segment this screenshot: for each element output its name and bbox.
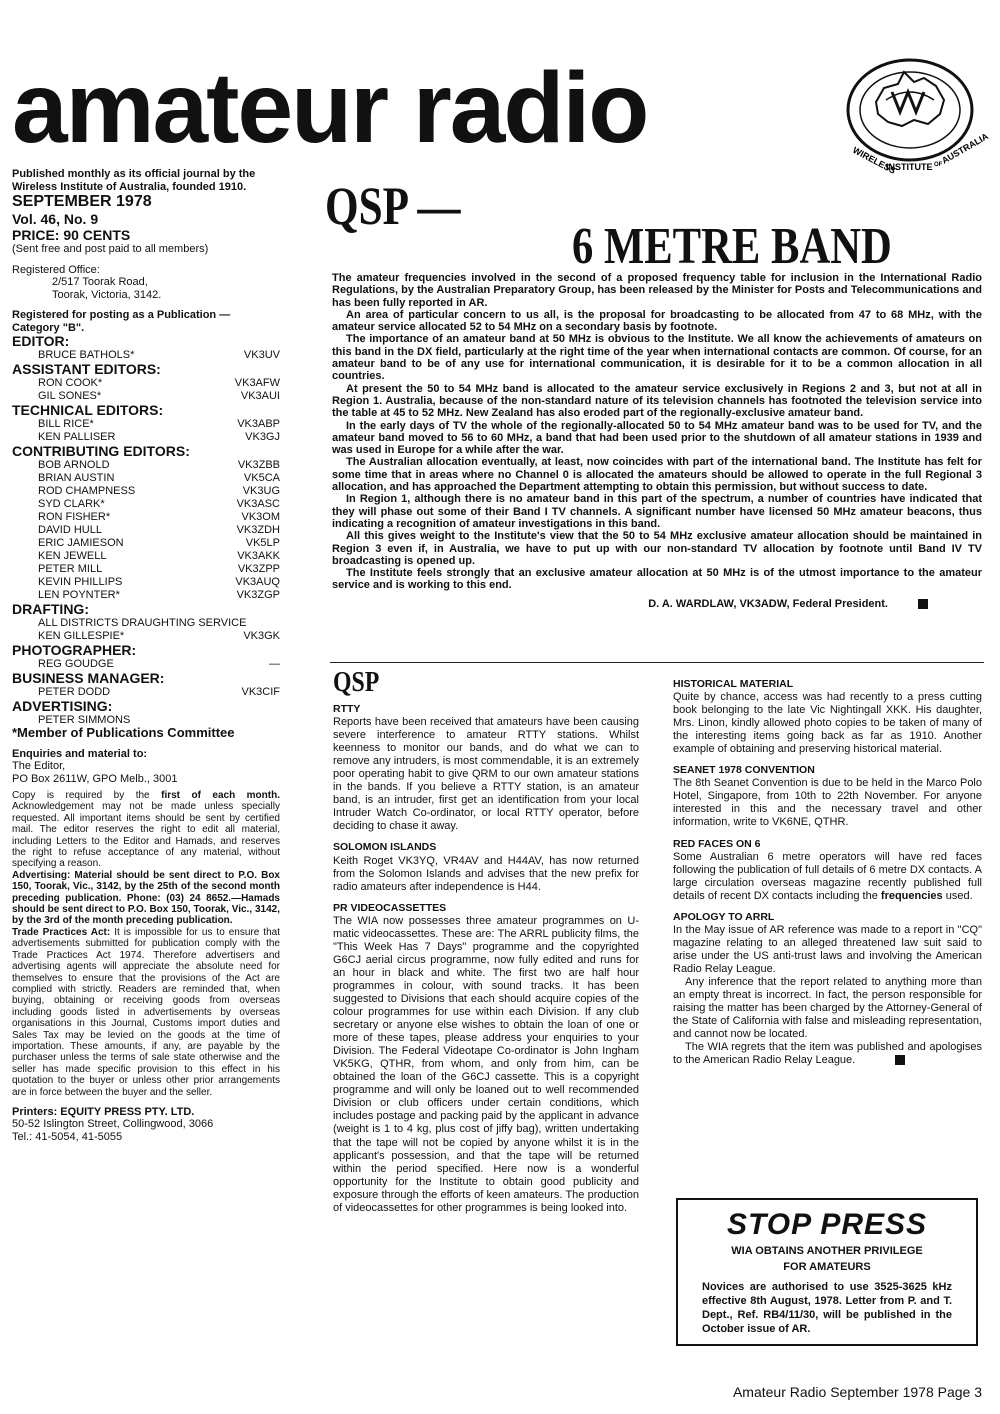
news-column [673, 678, 982, 1067]
staff-call: VK3ZBB [237, 459, 280, 471]
issue-date: SEPTEMBER 1978 [12, 193, 152, 210]
publication-blurb: Published monthly as its official journal by the Wireless Institute of Australia, founded 1910. [12, 168, 256, 193]
advertising-label: ADVERTISING: [12, 698, 113, 714]
staff-name: REG GOUDGE [38, 658, 114, 670]
copy-notice [12, 790, 280, 870]
seanet-text: The 8th Seanet Convention is due to be held in the Marco Polo Hotel, Singapore, from 10th to 22th November. For anyone interested in this and the necessary travel and other information, write to VK6NE, QTHR. [673, 777, 982, 829]
apology-text: The WIA regrets that the item was published and apologises to the American Radio Relay League. [673, 1041, 982, 1067]
apology-paragraph: In the May issue of AR reference was made to a report in "CQ" magazine relating to an alleged threatened law suit said to arise under the US anti-trust laws and involving the American Radio Relay League. [673, 923, 982, 975]
staff-call: VK3AUI [240, 390, 280, 402]
printers-address: 50-52 Islington Street, Collingwood, 3066 [12, 1118, 214, 1131]
apology-heading: APOLOGY TO ARRL [673, 910, 775, 923]
enquiries-label: Enquiries and material to: [12, 747, 148, 760]
staff-row [12, 550, 280, 563]
volume-number: Vol. 46, No. 9 [12, 211, 99, 227]
editorial-body [332, 272, 982, 610]
staff-call: VK3ASC [236, 498, 280, 510]
staff-name: ERIC JAMIESON [38, 537, 124, 549]
editorial-paragraph: The Institute feels strongly that an exclusive amateur allocation at 50 MHz is of the utmost importance to the amateur service and is working to this end. [332, 567, 982, 592]
staff-name: GIL SONES* [38, 390, 102, 402]
adv-text: Material should be sent direct to P.O. Box 150, Toorak, Vic., 3142, by the 25th of the second month preceding publication. Phone: (03) 24 8652.—Hamads should be sent direct to P.O. Box 150, Toorak, Vic., 3142, by the 3rd of the month preceding publication. [12, 869, 280, 927]
staff-call: VK3ZDH [236, 524, 280, 536]
logo-text-top: WIRELESS [851, 144, 898, 176]
historical-text: Quite by chance, access was had recently to a press cutting book belonging to the late Vic Nightingall XKK. His daughter, Mrs. Linon, kindly allowed photo copies to be taken of many of the interesting items going back as far as 1910. Another example of obtaining and preserving historical material. [673, 691, 982, 756]
apology-paragraph [673, 1041, 982, 1067]
staff-name: RON COOK* [38, 377, 103, 389]
staff-name: BRIAN AUSTIN [38, 472, 115, 484]
editor-address-line2: PO Box 2611W, GPO Melb., 3001 [12, 772, 178, 785]
editorial-paragraph: The amateur frequencies involved in the second of a proposed frequency table for inclusion in the International Radio Regulations, by the Australian Preparatory Group, has been released by the Minister for Posts and Telecommunications and has been fully reported in AR. [332, 272, 982, 309]
member-note: *Member of Publications Committee [12, 725, 235, 740]
adv-label: Advertising: [12, 869, 71, 881]
staff-call: VK3ZGP [236, 589, 280, 601]
staff-call: VK3GJ [245, 431, 280, 443]
editorial-paragraph: An area of particular concern to us all, is the proposal for broadcasting to be allocated from 47 to 68 MHz, with the amateur service allocated 52 to 54 MHz on a secondary basis by footnote. [332, 308, 982, 334]
staff-call: VK5CA [243, 472, 280, 484]
staff-name: KEN PALLISER [38, 431, 116, 443]
staff-name: DAVID HULL [38, 524, 102, 536]
staff-call: VK3AKK [237, 550, 280, 562]
end-mark-icon [895, 1055, 905, 1065]
staff-row [12, 472, 280, 485]
staff-row [12, 576, 280, 589]
staff-call: — [269, 658, 280, 670]
contributing-label: CONTRIBUTING EDITORS: [12, 443, 190, 459]
staff-row [12, 511, 280, 524]
stop-press-subtitle-1: WIA OBTAINS ANOTHER PRIVILEGE [731, 1245, 923, 1257]
technical-label: TECHNICAL EDITORS: [12, 402, 164, 418]
videocassettes-heading: PR VIDEOCASSETTES [333, 901, 447, 914]
logo-text-of: OF [934, 162, 943, 168]
staff-row [12, 498, 280, 511]
editorial-title-qsp: QSP — [325, 176, 461, 236]
signature-text: D. A. WARDLAW, VK3ADW, Federal President. [648, 597, 888, 610]
editorial-paragraph: At present the 50 to 54 MHz band is allocated to the amateur service exclusively in Regions 2 and 3, but not at all in Region 1. Australia, because of the non-standard nature of its television channels has footnoted the television service into the table at 45 to 52 MHz. New Zealand has also eroded part of the regionally-exclusive amateur band. [332, 382, 982, 420]
business-label: BUSINESS MANAGER: [12, 670, 165, 686]
staff-call: VK3OM [241, 511, 280, 523]
red-text-c: used. [942, 889, 973, 902]
staff-row [12, 617, 280, 630]
trade-practices-notice [12, 927, 280, 1098]
staff-row [12, 563, 280, 576]
tpa-text: It is impossible for us to ensure that advertisements submitted for publication comply with the Trade Practices Act 1974. Therefore advertisers and advertising agents will appreciate the absolute need for themselves to ensure that the provisions of the Act are complied with strictly. Readers are reminded that, when buying, obtaining or receiving goods from overseas including goods listed in advertisements by overseas organisations in this Journal, Customs import duties and Sales Tax may be levied on the goods at the time of importation. These amounts, if any, are payable by the purchaser unless the terms of sale state otherwise and the seller has made specific provision to this effect in his quotation to the buyer or unless other prior arrangements are in force between the buyer and the seller. [12, 926, 280, 1098]
seanet-heading: SEANET 1978 CONVENTION [673, 764, 815, 777]
masthead-title: amateur radio [12, 52, 648, 164]
editorial-paragraph: All this gives weight to the Institute's view that the 50 to 54 MHz exclusive amateur allocation should be maintained in Region 3 even if, in Australia, we have to put up with our non-standard TV allocation by footnote until Band IV TV broadcasting is opened up. [332, 530, 982, 567]
editorial-paragraph: The Australian allocation eventually, at least, now coincides with part of the international band. The Institute has felt for some time that in areas where no Channel 0 is allocated the amateurs should be allowed to operate in the full Regional 3 allocation, and has approached the Department attempting to obtain this permission, but without success to date. [332, 456, 982, 494]
editor-address-line1: The Editor, [12, 760, 66, 772]
staff-row [12, 377, 280, 390]
staff-call: VK3GK [243, 630, 280, 642]
tpa-label: Trade Practices Act: [12, 926, 111, 938]
staff-name: RON FISHER* [38, 511, 111, 523]
staff-name: KEN JEWELL [38, 550, 107, 562]
staff-row [12, 524, 280, 537]
wia-logo [840, 48, 991, 178]
masthead-column [12, 168, 280, 1143]
drafting-service: ALL DISTRICTS DRAUGHTING SERVICE [38, 617, 247, 629]
editorial-paragraph: In the early days of TV the whole of the regionally-allocated 50 to 54 MHz amateur band was to be used for TV, and the amateur band moved to 56 to 60 MHz, a band that had been used prior to the shutdown of all amateur stations in 1939 and was used in Europe for a while after the war. [332, 419, 982, 457]
copy-text-a: Copy is required by the [12, 790, 162, 801]
qsp-title: QSP [333, 667, 380, 698]
stop-press-body: Novices are authorised to use 3525-3625 kHz effective 8th August, 1978. Letter from P. and T. Dept., Ref. RB4/11/30, will be published in the October issue of AR. [702, 1281, 952, 1335]
staff-name: PETER DODD [38, 686, 111, 698]
rtty-heading: RTTY [333, 703, 361, 715]
copy-text-c: Acknowledgement may not be made unless specially requested. All important items should be sent by certified mail. The editor reserves the right to edit all material, including Letters to the Editor and Hamads, and reserves the right to refuse acceptance of any material, without specifying a reason. [12, 801, 280, 870]
staff-call: VK3ZPP [237, 563, 280, 575]
staff-name: KEVIN PHILLIPS [38, 576, 123, 588]
staff-name: PETER MILL [38, 563, 103, 575]
red-text-b: frequencies [880, 889, 943, 902]
stop-press-box [676, 1198, 978, 1346]
end-mark-icon [918, 599, 928, 609]
editorial-title-band: 6 METRE BAND [572, 218, 892, 275]
staff-call: VK3CIF [241, 686, 280, 698]
editorial-paragraph: The importance of an amateur band at 50 MHz is obvious to the Institute. We all know the achievements of amateurs on this band in the DX field, particularly at the right time of the year when international contacts are common. Of course, for an amateur band to be of any use for international communication, it is desirable for it to be a common allocation in all countries. [332, 333, 982, 383]
section-divider [330, 662, 984, 663]
staff-call: VK3UV [243, 349, 280, 361]
office-line2: Toorak, Victoria, 3142. [52, 288, 162, 301]
rtty-text: Reports have been received that amateurs have been causing severe interference to amateur RTTY stations. Whilst keenness to monitor our bands, and do what we can to remove any intruders, is most commendable, it is an extremely poor operating habit to give QRM to our own amateur stations in the bands. If you believe a RTTY station, is an amateur band, is an intruder, first get an identification from your local Intruder Watch Co-ordinator, or local RTTY operator, before deciding to chase it away. [333, 716, 639, 833]
staff-call: VK3ABP [237, 418, 280, 430]
staff-row [12, 485, 280, 498]
staff-name: KEN GILLESPIE* [38, 630, 125, 642]
stop-press-subtitle-2: FOR AMATEURS [783, 1261, 871, 1273]
page-footer: Amateur Radio September 1978 Page 3 [732, 1384, 982, 1400]
staff-row [12, 459, 280, 472]
drafting-label: DRAFTING: [12, 601, 89, 617]
videocassettes-text: The WIA now possesses three amateur programmes on U-matic videocassettes. These are: The ARRL publicity films, the "This Week Has 7 Days" programme and the copyrighted G6CJ aerial circus programme, now fully edited and runs for an hour in black and white. The first two are half hour programmes in colour, with sound tracks. It has been suggested to Divisions that each should acquire copies of the colour programmes for use within each Division. If any club secretary or anyone else wishes to obtain the loan of one or more of these tapes, please address your enquiries to your Division. The Federal Videotape Co-ordinator is John Ingham VK5KG, QTHR, from whom, and only from him, can be obtained the loan of the G6CJ cassette. This is a copyright programme and will only be loaned out to well recommended Division or club officers under certain conditions, which includes postage and packing paid by the applicant in advance (weight is 1 to 4 kg, plus cost of jiffy bag), written undertaking that the tape will not be copied by anyone whilst it is in the applicant's possession, and that the tape will be returned within the period specified. Here now is a wonderful opportunity for the Institute to obtain good publicity and exposure through the efforts of keen amateurs. The production of videocassettes for other programmes is being looked into. [333, 914, 639, 1214]
historical-heading: HISTORICAL MATERIAL [673, 678, 794, 690]
staff-call: VK3UG [242, 485, 280, 497]
staff-call: VK5LP [245, 537, 280, 549]
editor-label: EDITOR: [12, 333, 70, 349]
staff-row [12, 537, 280, 550]
apology-paragraph: Any inference that the report related to anything more than an empty threat is incorrect. In fact, the person responsible for raising the matter has been charged by the Attorney-General of the State of California with false and misleading representation, and cannot now be located. [673, 975, 982, 1041]
staff-call: VK3AUQ [235, 576, 280, 588]
photographer-label: PHOTOGRAPHER: [12, 642, 137, 658]
office-label: Registered Office: [12, 263, 100, 276]
stop-press-title: STOP PRESS [726, 1208, 928, 1241]
staff-name: BILL RICE* [38, 418, 94, 430]
staff-call: VK3AFW [234, 377, 280, 389]
editorial-paragraph: In Region 1, although there is no amateur band in this part of the spectrum, a number of countries have indicated that they will phase out some of their Band I TV channels. A significant number have licensed 50 MHz amateur beacons, thus indicating a recognition of amateur investigations in this band. [332, 493, 982, 530]
staff-name: ROD CHAMPNESS [38, 485, 136, 497]
office-line1: 2/517 Toorak Road, [52, 276, 148, 288]
editorial-signature [332, 598, 982, 610]
advertising-notice [12, 870, 280, 927]
staff-name: BOB ARNOLD [38, 459, 110, 471]
red-faces-text [673, 851, 982, 903]
printers: Printers: EQUITY PRESS PTY. LTD. [12, 1105, 195, 1118]
staff-name: PETER SIMMONS [38, 714, 131, 726]
price: PRICE: 90 CENTS [12, 227, 131, 243]
logo-text-mid: INSTITUTE [886, 162, 933, 172]
logo-text-right: AUSTRALIA [940, 131, 991, 166]
assistant-label: ASSISTANT EDITORS: [12, 361, 161, 377]
staff-name: BRUCE BATHOLS* [38, 349, 135, 361]
staff-name: LEN POYNTER* [38, 589, 120, 601]
qsp-column [333, 703, 639, 1215]
staff-name: SYD CLARK* [38, 498, 105, 510]
copy-text-b: first of each month. [161, 790, 280, 801]
solomon-text: Keith Roget VK3YQ, VR4AV and H44AV, has now returned from the Solomon Islands and advises that the new prefix for radio amateurs after independence is H44. [333, 854, 639, 893]
registration: Registered for posting as a Publication — Category "B". [12, 309, 231, 334]
staff-row [12, 418, 280, 431]
red-text-a: Some Australian 6 metre operators will have red faces following the publication of full details of 6 metre DX contacts. A large circulation overseas magazine recently published full details of recent DX contacts including the [673, 850, 982, 902]
price-note: (Sent free and post paid to all members) [12, 243, 209, 255]
red-faces-heading: RED FACES ON 6 [673, 837, 761, 850]
printers-tel: Tel.: 41-5054, 41-5055 [12, 1130, 123, 1143]
solomon-heading: SOLOMON ISLANDS [333, 841, 437, 854]
